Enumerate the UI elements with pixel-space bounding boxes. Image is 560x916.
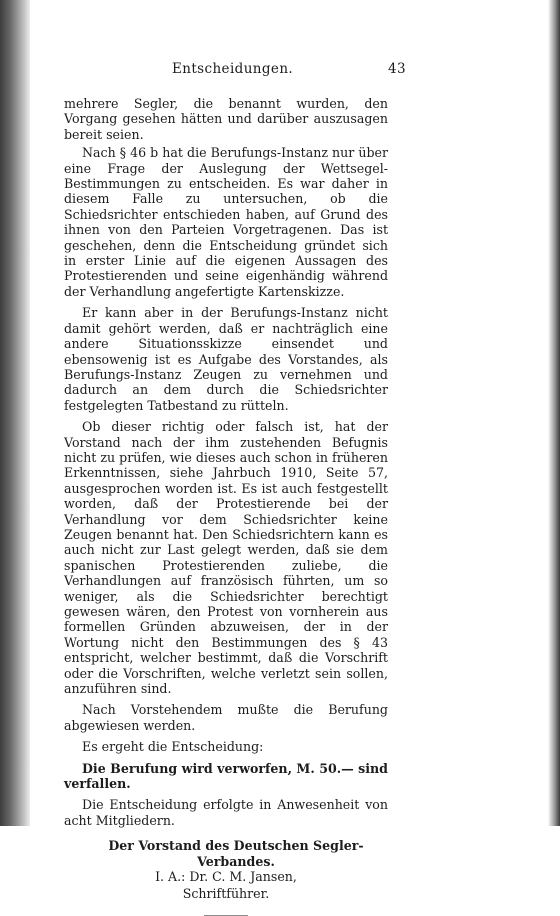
signature-role: Schriftführer.	[182, 885, 270, 901]
running-header	[64, 61, 406, 84]
signature-organization: Der Vorstand des Deutschen Segler-Verbandes.	[108, 838, 364, 869]
paragraph: Ob dieser richtig oder falsch ist, hat der Vorstand nach der ihm zustehenden Befugnis nicht zu prüfen, wie dieses auch schon in früheren Erkenntnissen, siehe Jahrbuch 1910, Seite 57, ausgesprochen worden ist. Es ist auch festgestellt worden, daß der Protestierende bei der Verhandlung vor dem Schiedsrichter keine Zeugen benannt hat. Den Schiedsrichtern kann es auch nicht zur Last gelegt werden, daß sie dem spanischen Protestierenden zuliebe, die Verhandlungen auf französisch führten, um so weniger, als die Schiedsrichter berechtigt gewesen wären, den Protest von vornherein aus formellen Gründen abzuweisen, der in der Wortung nicht den Bestimmungen des § 43 entspricht, welcher bestimmt, daß die Vorschrift oder die Vorschriften, welche verletzt sein sollen, anzuführen sind.	[64, 419, 388, 697]
ruling: Die Berufung wird verworfen, M. 50.— sind verfallen.	[64, 760, 388, 792]
paragraph: Nach § 46 b hat die Berufungs-Instanz nur über eine Frage der Auslegung der Wettsegel-Bestimmungen zu entscheiden. Es war daher in diesem Falle zu untersuchen, ob die Schiedsrichter entschieden haben, auf Grund des ihnen von den Parteien Vorgetragenen. Das ist geschehen, denn die Entscheidung gründet sich in erster Linie auf die eigenen Aussagen des Protestierenden und seine eigenhändig während der Verhandlung angefertigte Kartenskizze.	[64, 145, 388, 299]
paragraph: Er kann aber in der Berufungs-Instanz nicht damit gehört werden, daß er nachträglich eine andere Situationsskizze einsendet und ebensowenig ist es Aufgabe des Vorstandes, als Berufungs-Instanz Zeugen zu vernehmen und dadurch an dem durch die Schiedsrichter festgelegten Tatbestand zu rütteln.	[64, 305, 388, 413]
paragraph: Die Entscheidung erfolgte in Anwesenheit von acht Mitgliedern.	[64, 797, 388, 828]
paragraph: Es ergeht die Entscheidung:	[82, 739, 264, 755]
running-title: Entscheidungen.	[172, 61, 294, 77]
book-page	[64, 61, 406, 916]
scan-shadow-right	[548, 0, 560, 826]
signature-signer: I. A.: Dr. C. M. Jansen,	[155, 869, 297, 885]
scan-shadow-left	[0, 0, 30, 826]
page-number: 43	[388, 61, 406, 77]
paragraph-continuation: mehrere Segler, die benannt wurden, den Vorgang gesehen hätten und darüber auszusagen bereit seien.	[64, 96, 388, 142]
paragraph: Nach Vorstehendem mußte die Berufung abgewiesen werden.	[64, 702, 388, 733]
